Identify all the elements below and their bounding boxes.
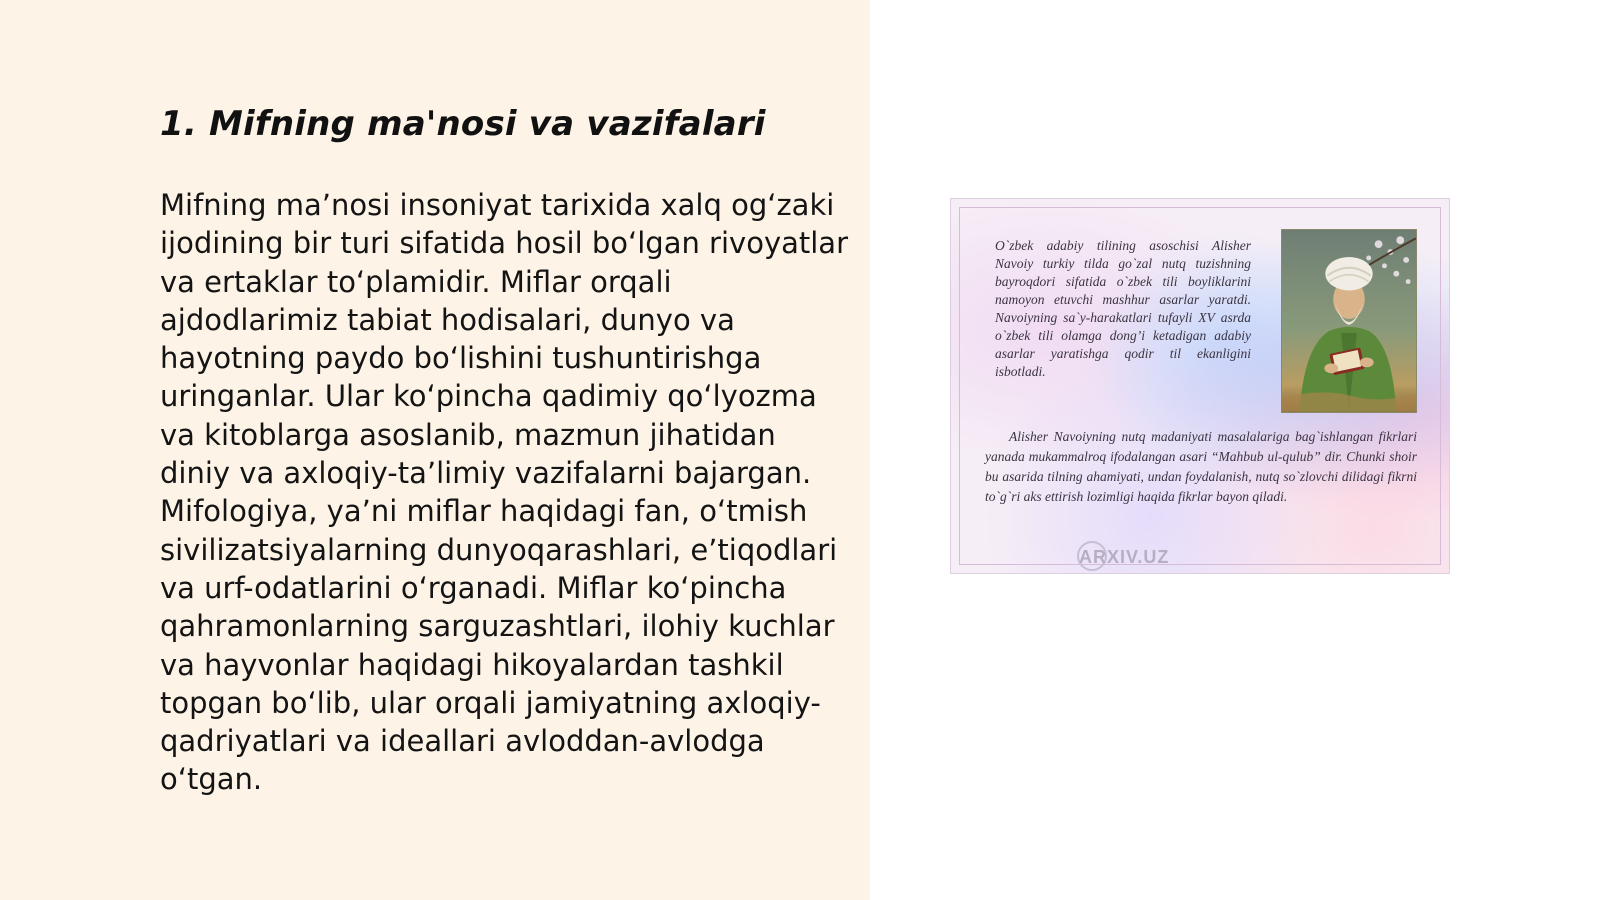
- navoiy-portrait: [1281, 229, 1417, 413]
- slide-body-text: Mifning ma’nosi insoniyat tarixida xalq og‘zaki ijodining bir turi sifatida hosil bo‘lgan rivoyatlar va ertaklar to‘plamidir. Miflar orqali ajdodlarimiz tabiat hodisalari, dunyo va hayotning paydo bo‘lishini tushuntirishga uringanlar. Ular ko‘pincha qadimiy qo‘lyozma va kitoblarga asoslanib, mazmun jihatidan diniy va axloqiy-ta’limiy vazifalarni bajargan. Mifologiya, ya’ni miflar haqidagi fan, o‘tmish sivilizatsiyalarning dunyoqarashlari, e’tiqodlari va urf-odatlarini o‘rganadi. Miflar ko‘pincha qahramonlarning sarguzashtlari, ilohiy kuchlar va hayvonlar haqidagi hikoyalardan tashkil topgan bo‘lib, ular orqali jamiyatning axloqiy-qadriyatlari va ideallari avloddan-avlodga o‘tgan.: [160, 188, 848, 797]
- image-text-bottom: Alisher Navoiyning nutq madaniyati masalalariga bag`ishlangan fikrlari yanada mukammalroq ifodalangan asari “Mahbub ul-qulub” dir. Chunki shoir bu asarida tilning ahamiyati, undan foydalanish, nutq so`zlovchi dilidagi fikrni to`g`ri aks ettirish lozimligi haqida fikrlar bayon qiladi.: [985, 429, 1417, 504]
- slide-title: 1. Mifning ma'nosi va vazifalari: [160, 104, 766, 144]
- portrait-illustration: [1282, 230, 1416, 412]
- book-page-image: [950, 198, 1450, 574]
- image-watermark: ARXIV.UZ: [1079, 547, 1170, 567]
- image-text-top: O`zbek adabiy tilining asoschisi Alisher Navoiy turkiy tilda go`zal nutq tuzishning bayroqdori sifatida o`zbek tili boyliklarini namoyon etuvchi mashhur asarlar yaratdi. Navoiyning sa`y-harakatlari tufayli XV asrda o`zbek tili olamga dong’i ketadigan adabiy asarlar yaratishga qodir til ekanligini isbotladi.: [995, 238, 1251, 379]
